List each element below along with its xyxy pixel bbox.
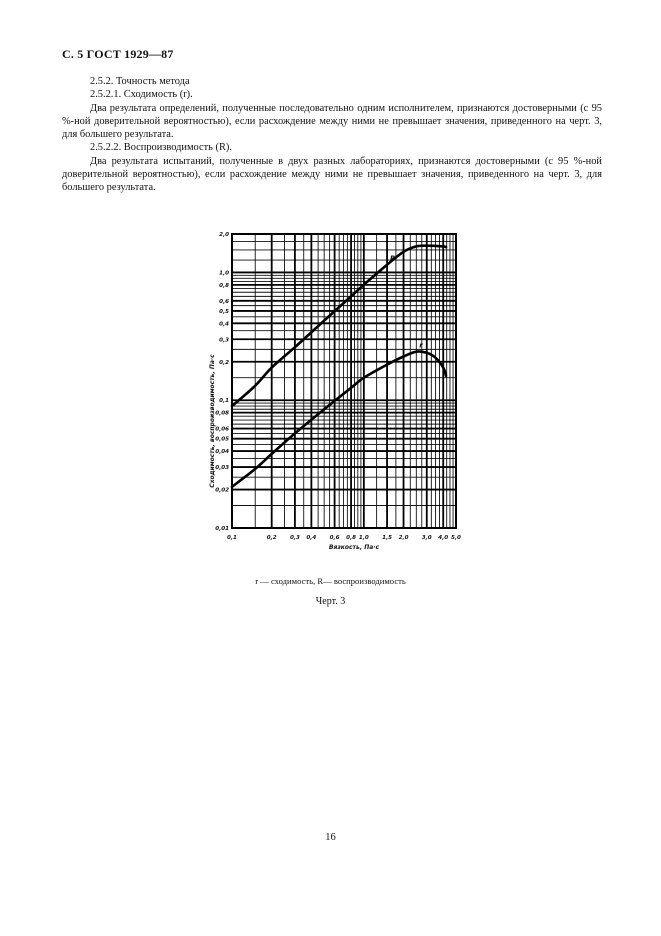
x-tick-label: 2,0 [398,535,409,541]
section-heading-accuracy: 2.5.2. Точность метода [90,76,190,87]
x-tick-label: 3,0 [421,535,432,541]
x-tick-label: 0,8 [346,535,357,541]
y-tick-label: 0,02 [215,487,229,494]
paragraph-reproducibility: Два результата испытаний, полученные в двух разных лабораториях, признаются достоверными (с 95 %-ной доверительной вероятностью), если расхождение между ними не превышает значения, приведенного на черт. 3, для большего результата. [62,155,602,194]
curve-label-r: r [419,341,423,350]
y-tick-label: 0,2 [219,359,229,366]
y-tick-label: 0,05 [215,436,229,443]
y-tick-label: 0,08 [215,410,229,417]
y-tick-label: 0,8 [219,282,229,289]
curve-label-R: R [390,254,396,263]
y-tick-label: 0,06 [215,426,229,433]
x-tick-label: 0,2 [266,535,277,541]
y-tick-label: 0,5 [219,308,229,315]
y-tick-label: 0,04 [215,449,229,456]
figure-3-chart [202,222,472,558]
paragraph-repeatability: Два результата определений, полученные последовательно одним исполнителем, признаются достоверными (с 95 %-ной доверительной вероятностью), если расхождение между ними не превышает значения, приведенного на черт. 3, для большего результата. [62,102,602,141]
y-tick-label: 0,01 [215,526,229,532]
x-tick-label: 1,0 [358,535,369,541]
y-tick-label: 0,3 [219,337,229,344]
x-tick-label: 5,0 [451,535,461,541]
y-tick-label: 0,4 [219,321,229,328]
y-tick-label: 0,1 [219,398,229,405]
y-tick-label: 2,0 [219,232,229,238]
x-tick-label: 4,0 [438,535,449,541]
y-tick-label: 1,0 [219,270,229,277]
y-tick-label: 0,03 [215,465,229,472]
x-axis-label: Вязкость, Па·с [328,544,380,551]
chart-svg [202,222,472,558]
page-number: 16 [325,832,336,843]
x-tick-label: 0,4 [306,535,317,541]
section-heading-repeatability: 2.5.2.1. Сходимость (r). [90,89,193,101]
figure-caption: r — сходимость, R— воспроизводимость [255,576,406,586]
section-heading-reproducibility: 2.5.2.2. Воспроизводимость (R). [90,142,232,154]
y-tick-label: 0,6 [219,298,229,305]
page-header: С. 5 ГОСТ 1929—87 [62,47,174,61]
x-tick-label: 0,3 [289,535,300,541]
x-tick-label: 0,6 [329,535,340,541]
body-text [62,75,602,195]
x-tick-label: 0,1 [227,535,237,541]
figure-number: Черт. 3 [315,596,346,607]
x-tick-label: 1,5 [382,535,393,541]
chart-grid [232,234,456,528]
y-axis-label: Сходимость, воспроизводимость, Па·с [209,354,216,488]
